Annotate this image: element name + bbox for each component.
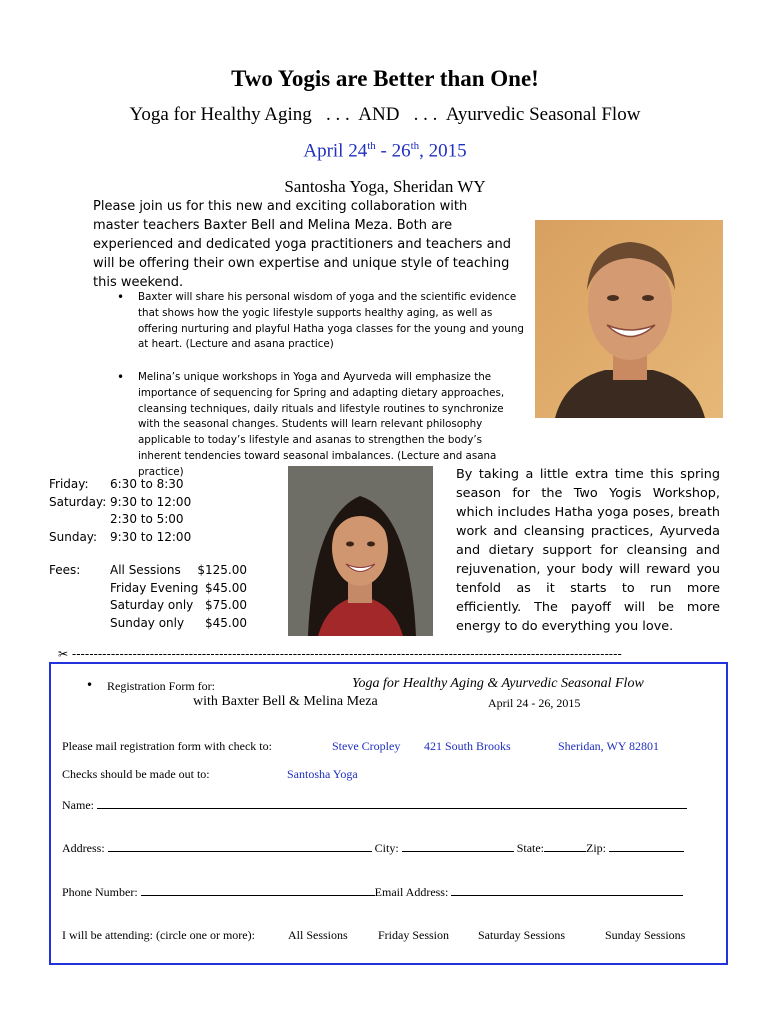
checks-payee: Santosha Yoga <box>287 767 358 781</box>
email-field[interactable] <box>451 884 683 896</box>
reg-label: Registration Form for: <box>107 679 215 693</box>
address-field[interactable] <box>108 840 372 852</box>
workshop-description: By taking a little extra time this spring season for the Two Yogis Workshop, which includes Hatha yoga poses, breath work and cleansing practices, Ayurveda and dietary support for cleansing and rejuvenation, your body will reward you tenfold as it starts to run more efficiently. The payoff will be more energy to do everything you love. <box>456 467 720 634</box>
state-field[interactable] <box>544 840 586 852</box>
cut-line: ✂ ------------------------------------------------------------------------------------------------------------------------------- <box>58 647 622 661</box>
option-all-sessions[interactable]: All Sessions <box>288 928 348 942</box>
teachers: with Baxter Bell & Melina Meza <box>193 694 378 709</box>
fees-table: All Sessions $125.00 Friday Evening $45.00 Saturday only $75.00 Sunday only $45.00 <box>110 563 247 630</box>
form-bullet: • <box>86 678 94 692</box>
intro-paragraph: Please join us for this new and exciting collaboration with master teachers Baxter Bell and Melina Meza. Both are experienced and dedicated yoga practitioners and teachers and will be offering their own expertise and unique style of teaching this weekend. <box>93 199 512 290</box>
subtitle: Yoga for Healthy Aging . . . AND . . . Ayurvedic Seasonal Flow <box>129 104 641 125</box>
name-row: Name: <box>62 797 687 813</box>
venue: Santosha Yoga, Sheridan WY <box>284 177 486 196</box>
bullet-dot: • <box>117 370 125 384</box>
mail-street: 421 South Brooks <box>424 739 511 753</box>
phone-field[interactable] <box>141 884 375 896</box>
option-friday-session[interactable]: Friday Session <box>378 928 450 942</box>
baxter-photo <box>535 220 723 418</box>
reg-title: Yoga for Healthy Aging & Ayurvedic Seasonal Flow <box>352 676 644 691</box>
form-dates: April 24 - 26, 2015 <box>488 696 581 710</box>
name-field[interactable] <box>97 797 687 809</box>
mail-label: Please mail registration form with check to: <box>62 739 272 753</box>
melina-photo <box>288 466 433 636</box>
option-saturday-sessions[interactable]: Saturday Sessions <box>478 928 565 942</box>
address-row: Address: City: State: Zip: <box>62 840 684 856</box>
bullet-melina: Melina’s unique workshops in Yoga and Ayurveda will emphasize the importance of sequencing for Spring and adapting dietary approaches, cleansing techniques, daily rituals and lifestyle routines to synchronize with the seasonal changes. Students will learn relevant philosophy applicable to today’s lifestyle and asanas to strengthen the body’s inherent tendencies toward seasonal imbalances. (Lecture and asana practice) <box>138 371 505 478</box>
mail-city: Sheridan, WY 82801 <box>558 739 659 753</box>
attending-label: I will be attending: (circle one or more): <box>62 928 255 942</box>
zip-field[interactable] <box>609 840 684 852</box>
page-title: Two Yogis are Better than One! <box>231 66 539 91</box>
checks-label: Checks should be made out to: <box>62 767 210 781</box>
mail-name: Steve Cropley <box>332 739 401 753</box>
schedule: Friday: 6:30 to 8:30 Saturday: 9:30 to 12:00 2:30 to 5:00 Sunday: 9:30 to 12:00 <box>49 477 192 544</box>
event-dates: April 24th - 26th, 2015 <box>303 140 467 162</box>
bullet-baxter: Baxter will share his personal wisdom of yoga and the scientific evidence that shows how the yogic lifestyle supports healthy aging, as well as offering nurturing and playful Hatha yoga classes for the young and young at heart. (Lecture and asana practice) <box>138 291 524 351</box>
city-field[interactable] <box>402 840 514 852</box>
phone-row: Phone Number: Email Address: <box>62 884 683 900</box>
fees-label: Fees: <box>49 563 81 577</box>
registration-form <box>49 662 728 965</box>
bullet-dot: • <box>117 290 125 304</box>
option-sunday-sessions[interactable]: Sunday Sessions <box>605 928 686 942</box>
